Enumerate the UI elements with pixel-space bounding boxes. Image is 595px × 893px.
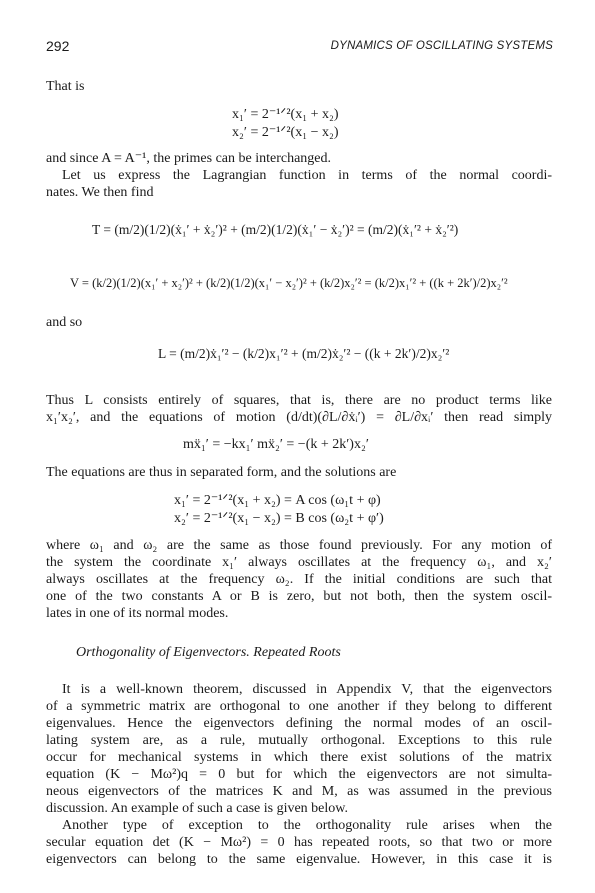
text-line: x₁′x₂′, and the equations of motion (d/dt)(∂L/∂ẋᵢ′) = ∂L/∂xᵢ′ then read simply [46, 410, 552, 425]
text-line: always oscillates at the frequency ω₂. If the initial conditions are such that [46, 572, 552, 587]
equation-lagrangian: L = (m/2)ẋ₁′² − (k/2)x₁′² + (m/2)ẋ₂′² − ((k + 2k′)/2)x₂′² [158, 346, 450, 361]
text-line: and since A = A⁻¹, the primes can be interchanged. [46, 151, 332, 166]
running-title: DYNAMICS OF OSCILLATING SYSTEMS [330, 40, 553, 52]
page-number: 292 [46, 38, 70, 54]
text-line: eigenvectors can belong to the same eigenvalue. However, in this case it is [46, 852, 552, 867]
text-line: nates. We then find [46, 185, 154, 200]
text-line: occur for mechanical systems in which there exist solutions of the matrix [46, 750, 552, 765]
text-line: where ω₁ and ω₂ are the same as those found previously. For any motion of [46, 538, 552, 553]
equation-solution: x₁′ = 2⁻¹ᐟ²(x₁ + x₂) = A cos (ω₁t + φ) [174, 493, 381, 508]
text-line: eigenvalues. Hence the eigenvectors defining the normal modes of an oscil- [46, 716, 552, 731]
text-line: That is [46, 79, 85, 94]
text-line: lates in one of its normal modes. [46, 606, 229, 621]
text-line: of a symmetric matrix are orthogonal to one another if they belong to different [46, 699, 552, 714]
text-line: the system the coordinate x₁′ always oscillates at the frequency ω₁, and x₂′ [46, 555, 552, 570]
equation: x₂′ = 2⁻¹ᐟ²(x₁ − x₂) [232, 125, 339, 140]
equation-kinetic-energy: T = (m/2)(1/2)(ẋ₁′ + ẋ₂′)² + (m/2)(1/2)(ẋ₁′ − ẋ₂′)² = (m/2)(ẋ₁′² + ẋ₂′²) [92, 222, 459, 237]
equation: x₁′ = 2⁻¹ᐟ²(x₁ + x₂) [232, 107, 339, 122]
text-line: It is a well-known theorem, discussed in Appendix V, that the eigenvectors [62, 682, 552, 697]
text-line: neous eigenvectors of the matrices K and M, as was assumed in the previous [46, 784, 552, 799]
equation-motion: mẍ₁′ = −kx₁′ mẍ₂′ = −(k + 2k′)x₂′ [183, 437, 369, 452]
text-line: Another type of exception to the orthogonality rule arises when the [62, 818, 552, 833]
section-heading: Orthogonality of Eigenvectors. Repeated Roots [76, 645, 341, 660]
text-line: The equations are thus in separated form, and the solutions are [46, 465, 397, 480]
text-line: equation (K − Mω²)q = 0 but for which the eigenvectors are not simulta- [46, 767, 552, 782]
text-line: Thus L consists entirely of squares, that is, there are no product terms like [46, 393, 552, 408]
text-line: Let us express the Lagrangian function in terms of the normal coordi- [62, 168, 552, 183]
text-line: and so [46, 315, 83, 330]
text-line: lating system are, as a rule, mutually orthogonal. Exceptions to this rule [46, 733, 552, 748]
text-line: secular equation det (K − Mω²) = 0 has repeated roots, so that two or more [46, 835, 552, 850]
equation-potential-energy: V = (k/2)(1/2)(x₁′ + x₂′)² + (k/2)(1/2)(x₁′ − x₂′)² + (k/2)x₂′² = (k/2)x₁′² + ((k + 2k′)/2)x₂′² [70, 276, 508, 290]
equation-solution: x₂′ = 2⁻¹ᐟ²(x₁ − x₂) = B cos (ω₂t + φ′) [174, 511, 384, 526]
text-line: one of the two constants A or B is zero, but not both, then the system oscil- [46, 589, 552, 604]
text-line: discussion. An example of such a case is given below. [46, 801, 348, 816]
